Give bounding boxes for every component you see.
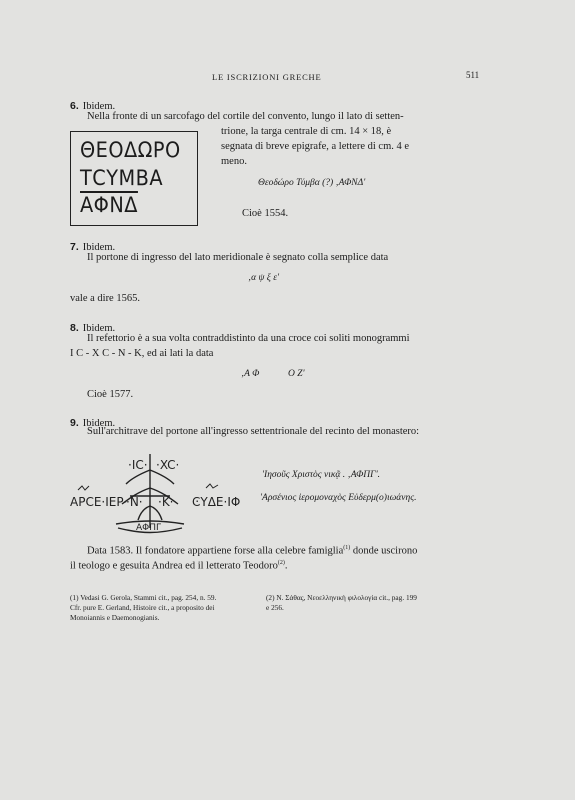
greek-date: ‚α ψ ξ ε' <box>248 273 280 283</box>
inscription-line: ΤCΥΜΒΑ <box>80 166 164 190</box>
greek-transcription: 'Ιησοῦς Χριστὸς νικᾷ . ‚ΑΦΠΓ'. <box>262 470 380 480</box>
inscription-box <box>70 131 198 226</box>
text-run: . <box>284 560 288 572</box>
paragraph-line: I C - X C - N - K, ed ai lati la data <box>70 348 214 359</box>
text-run: donde uscirono <box>350 545 418 557</box>
footnote-2 <box>266 593 417 613</box>
paragraph-line: Sull'architrave del portone all'ingresso settentrionale del recinto del monastero: <box>87 426 420 437</box>
section-number: 9. <box>70 417 79 429</box>
section-number: 8. <box>70 322 79 334</box>
inscription-ic: ·IC· <box>128 458 148 472</box>
inscription-k: ·Κ· <box>158 495 174 509</box>
paragraph-line: Il refettorio è a sua volta contraddistinto da una croce coi soliti monogrammi <box>87 333 410 344</box>
date-gloss: Cioè 1554. <box>242 208 289 219</box>
footnote-line: e 256. <box>266 603 284 612</box>
section-number: 7. <box>70 241 79 253</box>
inscription-right: ϾΥΔΕ·ΙΦ <box>192 495 241 509</box>
greek-transcription: Θεοδώρο Τύμβα (?) ‚ΑΦΝΔ' <box>258 178 366 188</box>
running-title: LE ISCRIZIONI GRECHE <box>212 72 322 82</box>
cross-inscription-drawing <box>70 448 250 536</box>
inscription-date: ΑΦΠΓ <box>136 523 162 533</box>
inscription-line: ΑΦΝΔ <box>80 193 138 217</box>
section-title: Ibidem. <box>82 101 116 112</box>
page-number: 511 <box>466 70 480 80</box>
paragraph-line: trione, la targa centrale di cm. 14 × 18, è <box>221 126 392 137</box>
footnote-ref: (2) <box>277 560 285 566</box>
date-gloss: Cioè 1577. <box>87 389 134 400</box>
footnote-line: (2) N. Σάθας, Νεοελληνικὴ φιλολογία cit., pag. 199 <box>266 593 417 602</box>
text-run: Data 1583. Il fondatore appartiene forse alla celebre famiglia <box>87 545 344 557</box>
section-title: Ibidem. <box>82 418 116 429</box>
paragraph-line: segnata di breve epigrafe, a lettere di cm. 4 e <box>221 141 410 152</box>
paragraph-line <box>70 560 287 572</box>
section-title: Ibidem. <box>82 323 116 334</box>
greek-transcription: 'Αρσένιος ἱερομοναχὸς Εὐδερμ(ο)ιωάνης. <box>260 493 417 503</box>
greek-date-left: ‚Α Φ <box>241 369 260 379</box>
footnote-1 <box>70 593 216 623</box>
paragraph-line <box>87 545 417 557</box>
footnote-line: Monoiannis e Daemonogianis. <box>70 613 160 622</box>
footnote-ref: (1) <box>343 545 351 551</box>
section-title: Ibidem. <box>82 242 116 253</box>
paragraph-line: Il portone di ingresso del lato meridionale è segnato colla semplice data <box>87 252 389 263</box>
paragraph-line: Nella fronte di un sarcofago del cortile del convento, lungo il lato di setten- <box>87 111 404 122</box>
inscription-left: ΑΡCΕ·ΙΕΡ· <box>70 495 128 509</box>
footnote-line: Cfr. pure E. Gerland, Histoire cit., a proposito dei <box>70 603 215 612</box>
paragraph-line: meno. <box>221 156 247 167</box>
inscription-line: ΘΕΟΔΩΡΟ <box>80 138 181 162</box>
inscription-n: ·Ν· <box>126 495 143 509</box>
section-number: 6. <box>70 100 79 112</box>
inscription-xc: ·XC· <box>156 458 180 472</box>
greek-date-right: Ο Ζ' <box>288 369 305 379</box>
text-run: il teologo e gesuita Andrea ed il letterato Teodoro <box>70 560 278 572</box>
paragraph-line: vale a dire 1565. <box>70 293 140 304</box>
footnote-line: (1) Vedasi G. Gerola, Stammi cit., pag. 254, n. 59. <box>70 593 217 602</box>
